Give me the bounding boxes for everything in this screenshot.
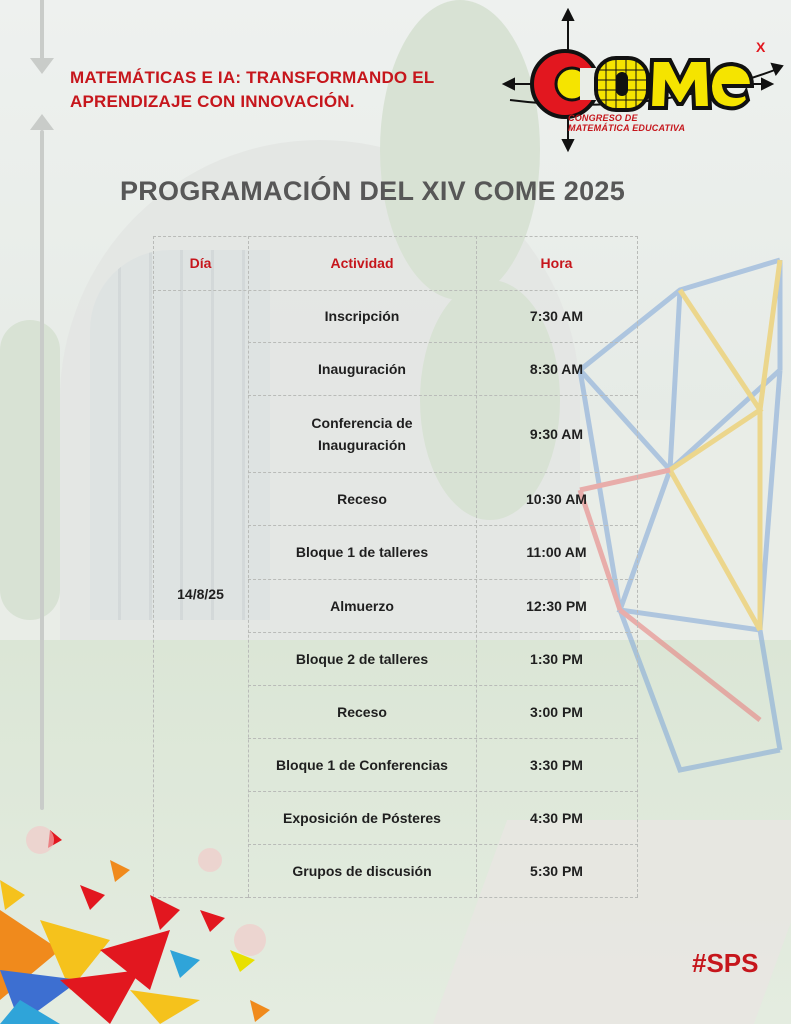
logo-subtitle-line-2: MATEMÁTICA EDUCATIVA xyxy=(568,123,686,133)
time-cell: 1:30 PM xyxy=(530,650,583,667)
activity-cell: Exposición de Pósteres xyxy=(283,809,441,826)
activity-cell: Grupos de discusión xyxy=(292,862,432,879)
time-cell: 10:30 AM xyxy=(526,490,587,507)
logo-subtitle xyxy=(568,113,718,133)
time-cell: 12:30 PM xyxy=(526,597,587,614)
row-divider xyxy=(248,897,638,898)
time-cell: 3:00 PM xyxy=(530,703,583,720)
header-day: Día xyxy=(189,255,212,271)
activity-cell: Conferencia de Inauguración xyxy=(311,414,413,453)
page-title: PROGRAMACIÓN DEL XIV COME 2025 xyxy=(119,176,626,206)
come-logo xyxy=(500,8,790,153)
schedule-table xyxy=(153,236,638,897)
logo-subtitle-line-1: CONGRESO DE xyxy=(568,113,638,123)
time-cell: 9:30 AM xyxy=(529,425,584,442)
svg-text:COME: COME xyxy=(500,8,503,9)
svg-text:X: X xyxy=(756,39,766,55)
header-activity: Actividad xyxy=(330,255,394,271)
activity-cell: Bloque 1 de talleres xyxy=(295,544,429,560)
theme-line-1: MATEMÁTICAS E IA: TRANSFORMANDO EL xyxy=(70,68,435,87)
theme-line-2: APRENDIZAJE CON INNOVACIÓN. xyxy=(70,92,355,111)
activity-cell: Receso xyxy=(337,490,387,507)
arrow-up-icon xyxy=(30,114,54,130)
header-time: Hora xyxy=(540,255,573,271)
time-cell: 11:00 AM xyxy=(526,544,587,560)
day-cell: 14/8/25 xyxy=(177,585,224,602)
confetti-decoration xyxy=(0,800,290,1024)
time-cell: 7:30 AM xyxy=(529,308,584,324)
activity-cell: Receso xyxy=(337,703,387,720)
activity-cell: Inscripción xyxy=(324,308,400,324)
time-cell: 5:30 PM xyxy=(530,862,583,879)
time-cell: 3:30 PM xyxy=(530,756,583,773)
activity-cell: Bloque 2 de talleres xyxy=(295,650,429,667)
arrow-down-icon xyxy=(30,58,54,74)
theme-heading xyxy=(70,66,490,114)
activity-cell: Inauguración xyxy=(318,360,406,377)
hashtag: #SPS xyxy=(692,948,759,978)
activity-cell: Bloque 1 de Conferencias xyxy=(276,756,448,773)
activity-cell: Almuerzo xyxy=(330,597,394,614)
time-cell: 8:30 AM xyxy=(529,360,584,377)
time-cell: 4:30 PM xyxy=(530,809,583,826)
